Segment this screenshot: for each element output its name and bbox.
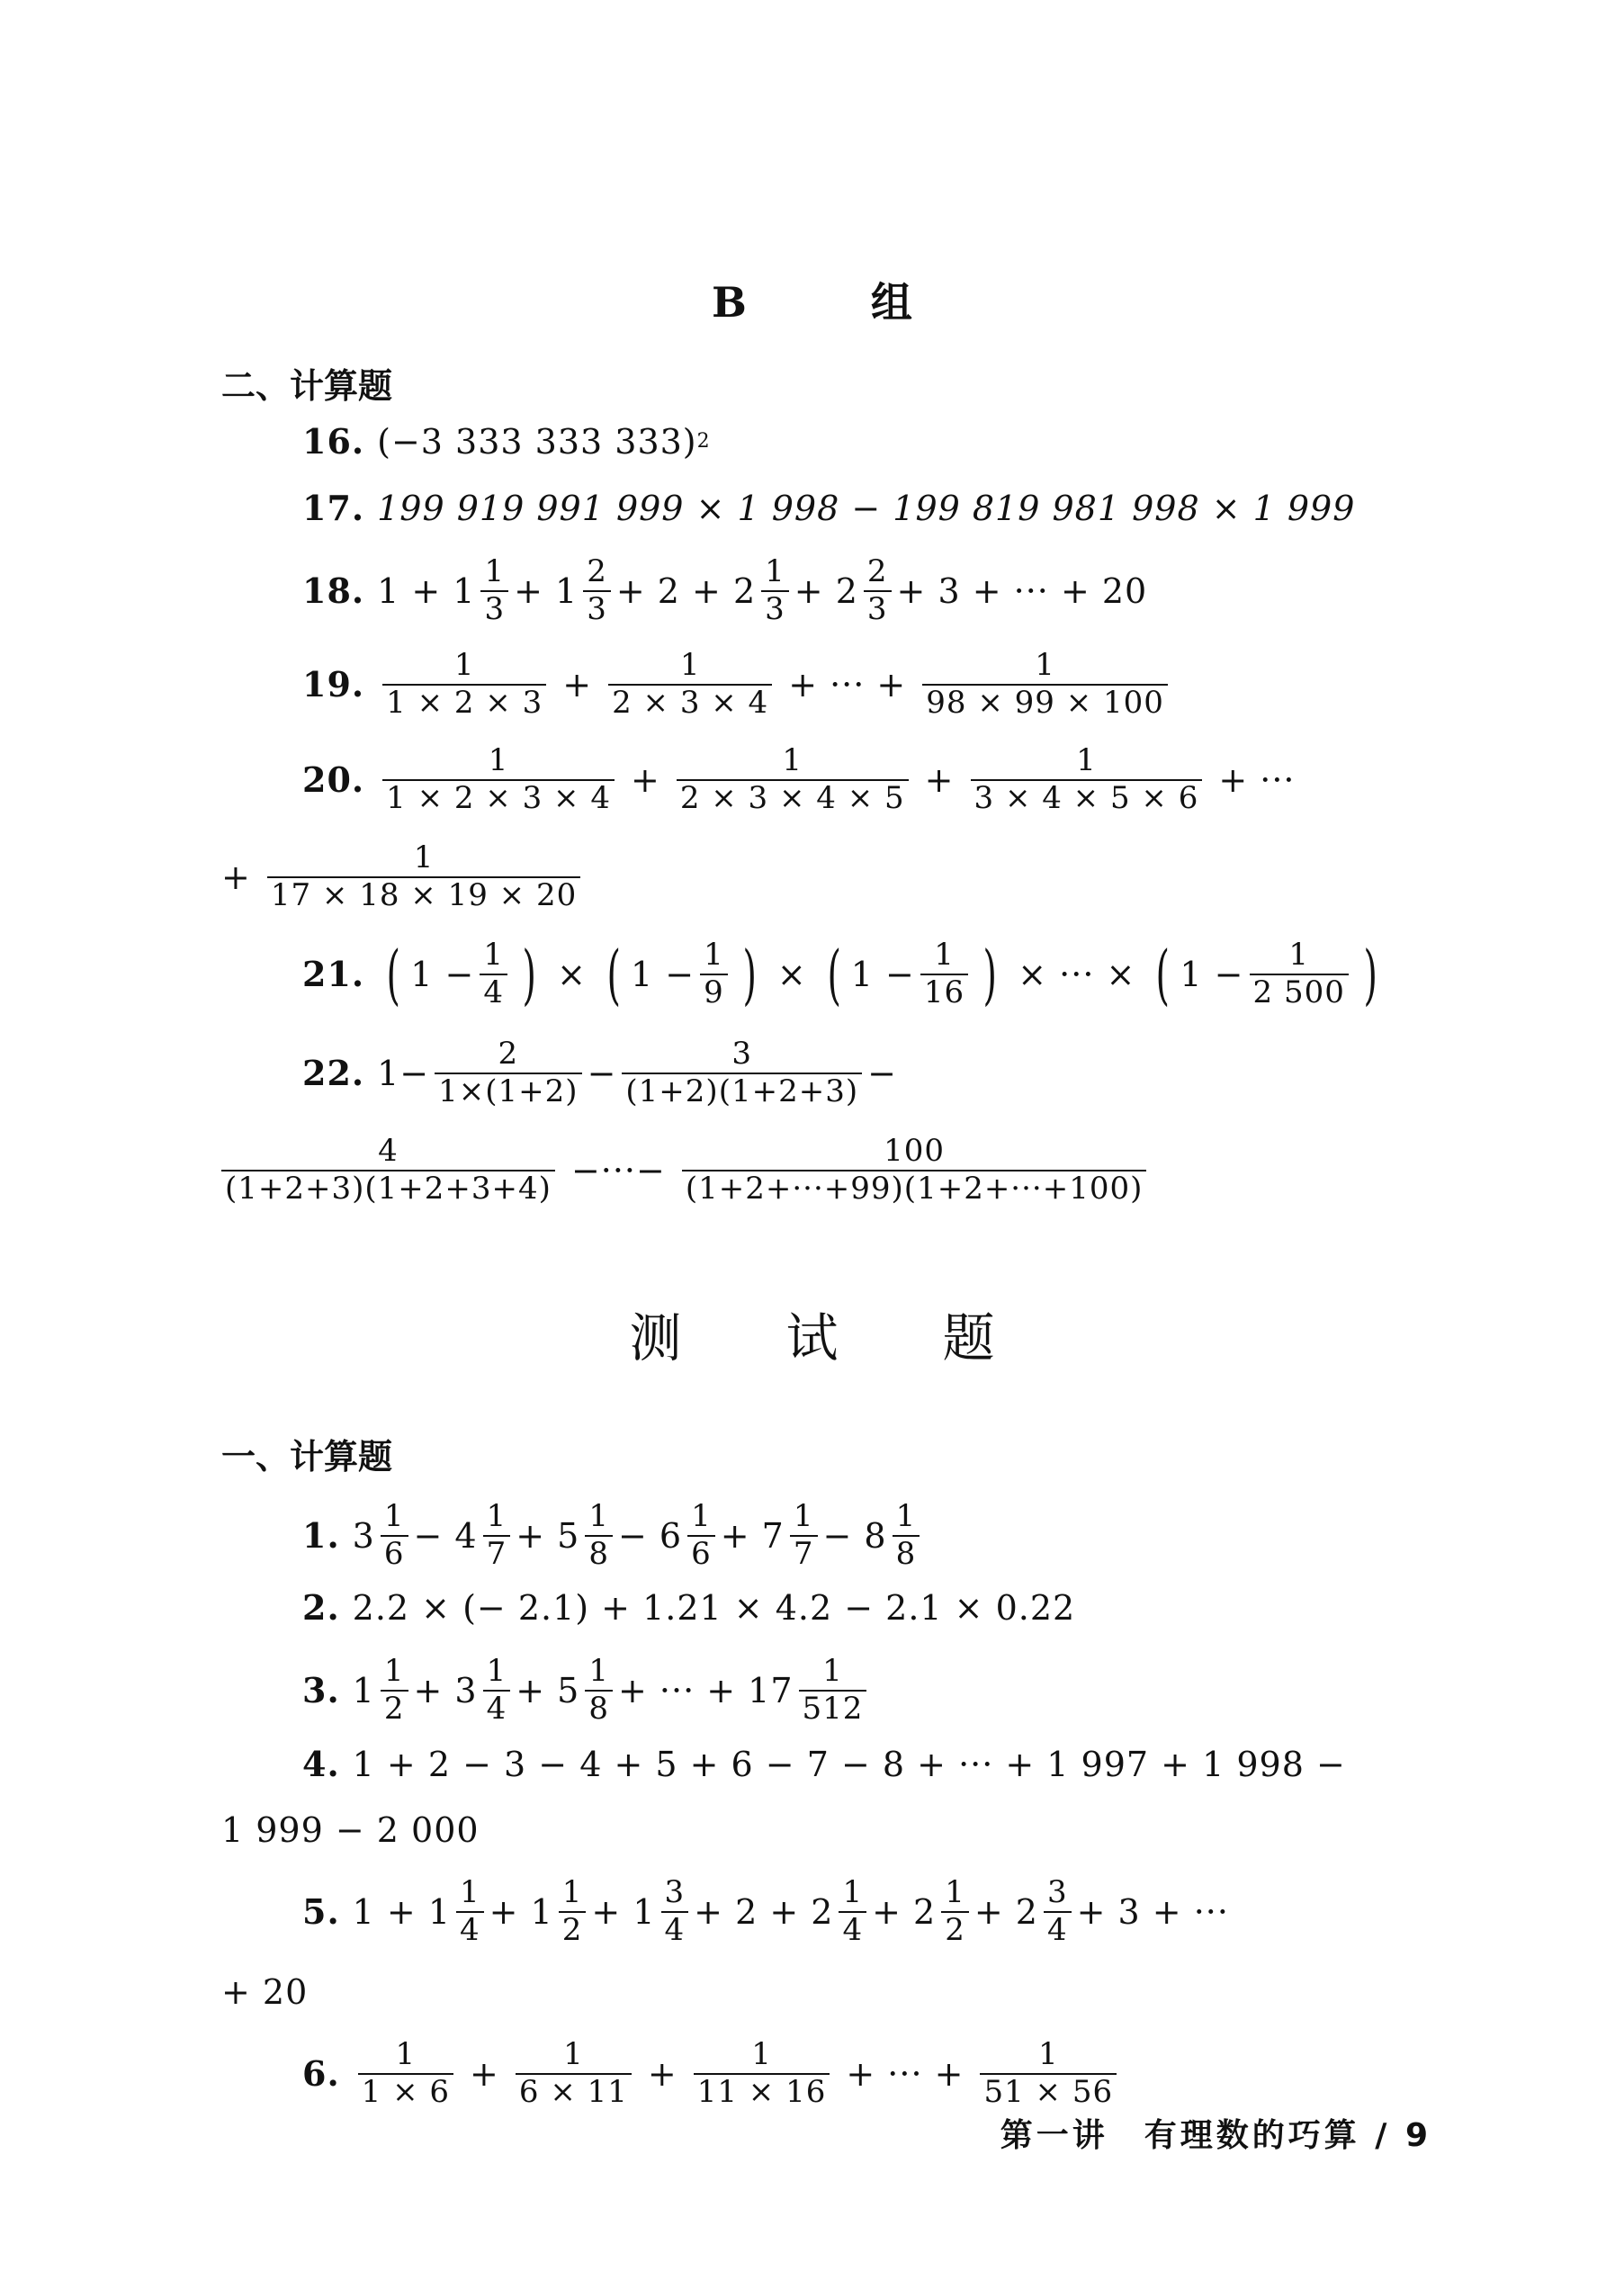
fraction: $\frac{1}{6}$ <box>687 1501 715 1570</box>
fraction: $\frac{2}{3}$ <box>583 556 611 625</box>
fraction: $\frac{1}{16}$ <box>920 939 968 1009</box>
problem-number: 5. <box>302 1891 340 1933</box>
fraction: $\frac{1}{3}$ <box>480 556 508 625</box>
problem-number: 19. <box>302 664 365 705</box>
expression: 2.2 × (− 2.1) + 1.21 × 4.2 − 2.1 × 0.22 <box>352 1587 1076 1628</box>
problem-2 <box>302 1587 1075 1628</box>
section-label-calc-2: 二、计算题 <box>221 366 393 406</box>
operator: × ··· × <box>1018 954 1136 994</box>
term: 1 + 1 <box>352 1891 452 1932</box>
problem-5-continuation <box>221 1972 308 2012</box>
fraction: $\frac{2}{3}$ <box>864 556 892 625</box>
left-paren: ( <box>386 936 401 1012</box>
fraction: $\frac{1}{4}$ <box>480 939 507 1009</box>
operator: + ··· <box>1218 759 1296 800</box>
term: − 4 <box>413 1515 478 1556</box>
problem-number: 20. <box>302 759 365 801</box>
fraction: $\frac{100}{(1+2+\cdot\cdot\cdot+99)(1+2+\cdot\cdot\cdot+100)}$ <box>682 1136 1147 1205</box>
term: + 1 <box>489 1891 553 1932</box>
page-footer: 第一讲 有理数的巧算 / 9 <box>1000 2117 1431 2154</box>
problem-number: 1. <box>302 1515 340 1557</box>
operator: + <box>647 2053 677 2094</box>
left-paren: ( <box>606 936 622 1012</box>
operator: + <box>221 857 251 897</box>
fraction: $\frac{1}{3 \times 4 \times 5 \times 6}$ <box>971 745 1203 814</box>
term: 1 <box>352 1670 375 1710</box>
problem-16 <box>302 421 711 462</box>
term: + 5 <box>516 1515 580 1556</box>
term: − 6 <box>618 1515 683 1556</box>
problem-18 <box>302 553 1148 627</box>
fraction: $\frac{4}{(1+2+3)(1+2+3+4)}$ <box>221 1136 555 1205</box>
fraction: $\frac{2}{1\times(1+2)}$ <box>435 1038 581 1108</box>
fraction: $\frac{1}{9}$ <box>700 939 728 1009</box>
exponent: 2 <box>696 430 711 453</box>
section-label-calc-1: 一、计算题 <box>221 1437 393 1477</box>
fraction: $\frac{1}{6}$ <box>381 1501 408 1570</box>
fraction: $\frac{1}{1 \times 2 \times 3 \times 4}$ <box>382 745 615 814</box>
right-paren: ) <box>742 936 758 1012</box>
fraction: $\frac{1}{51 \times 56}$ <box>980 2039 1117 2108</box>
problem-number: 22. <box>302 1053 365 1094</box>
problem-number: 18. <box>302 570 365 612</box>
problem-number: 17. <box>302 488 365 528</box>
operator: + <box>470 2053 499 2094</box>
term: 3 <box>352 1515 375 1556</box>
fraction: $\frac{1}{17 \times 18 \times 19 \times 20}$ <box>267 842 580 911</box>
fraction: $\frac{1}{8}$ <box>893 1501 920 1570</box>
fraction: $\frac{1}{3}$ <box>761 556 789 625</box>
fraction: $\frac{1}{2}$ <box>941 1877 969 1946</box>
left-paren: ( <box>1155 936 1171 1012</box>
problem-number: 16. <box>302 421 365 462</box>
group-b-heading: B 组 <box>712 278 912 327</box>
problem-number: 3. <box>302 1670 340 1711</box>
term: 1 + 1 <box>377 570 476 611</box>
term: + 3 + ··· <box>1076 1891 1229 1932</box>
fraction: $\frac{1}{7}$ <box>790 1501 818 1570</box>
operator: − <box>867 1053 897 1093</box>
problem-1 <box>302 1498 925 1572</box>
term: + 2 <box>794 570 858 611</box>
problem-17 <box>302 488 1355 528</box>
expression: 1 + 2 − 3 − 4 + 5 + 6 − 7 − 8 + ··· + 1 997 + 1 998 − <box>352 1744 1346 1784</box>
fraction: $\frac{1}{4}$ <box>483 1656 511 1725</box>
problem-number: 21. <box>302 954 365 995</box>
problem-4-continuation <box>221 1810 480 1850</box>
left-paren: ( <box>827 936 842 1012</box>
operator: × <box>776 954 807 994</box>
fraction: $\frac{1}{98 \times 99 \times 100}$ <box>922 650 1168 719</box>
problem-20 <box>302 742 1306 816</box>
operator: + <box>562 664 593 705</box>
expression: 1 999 − 2 000 <box>221 1810 480 1850</box>
fraction: $\frac{1}{4}$ <box>839 1877 866 1946</box>
fraction: $\frac{1}{1 \times 2 \times 3}$ <box>382 650 546 719</box>
problem-4 <box>302 1744 1346 1784</box>
operator: + <box>630 759 660 800</box>
fraction: $\frac{1}{2 \times 3 \times 4}$ <box>608 650 772 719</box>
problem-22 <box>302 1038 897 1108</box>
expression: 199 919 991 999 × 1 998 − 199 819 981 998 × 1 999 <box>377 488 1356 528</box>
problem-5 <box>302 1874 1229 1948</box>
term: + 5 <box>516 1670 580 1710</box>
problem-number: 4. <box>302 1744 340 1784</box>
problem-number: 6. <box>302 2053 340 2095</box>
fraction: $\frac{3}{4}$ <box>1044 1877 1072 1946</box>
term: 1− <box>377 1053 430 1093</box>
term: + 2 + 2 <box>694 1891 834 1932</box>
right-paren: ) <box>522 936 537 1012</box>
problem-6 <box>302 2036 1122 2110</box>
fraction: $\frac{1}{8}$ <box>585 1656 613 1725</box>
right-paren: ) <box>982 936 998 1012</box>
term: + 7 <box>720 1515 785 1556</box>
problem-20-continuation <box>221 839 586 913</box>
right-paren: ) <box>1363 936 1378 1012</box>
fraction: $\frac{3}{4}$ <box>661 1877 689 1946</box>
fraction: $\frac{1}{2 500}$ <box>1250 939 1349 1009</box>
fraction: $\frac{1}{512}$ <box>799 1656 867 1725</box>
operator: + ··· + <box>846 2053 965 2094</box>
operator: + ··· + <box>788 664 907 705</box>
test-heading: 测 试 题 <box>629 1307 995 1369</box>
fraction: $\frac{1}{2}$ <box>381 1656 408 1725</box>
fraction: $\frac{1}{4}$ <box>456 1877 484 1946</box>
fraction: $\frac{1}{8}$ <box>585 1501 613 1570</box>
term: + 2 + 2 <box>615 570 757 611</box>
term: + ··· + 17 <box>618 1670 794 1710</box>
term: + 3 + ··· + 20 <box>896 570 1148 611</box>
fraction: $\frac{1}{2}$ <box>559 1877 587 1946</box>
term: + 1 <box>514 570 579 611</box>
problem-21: 21. ( 1 − $\frac{1}{4}$ ) × ( 1 − $\frac{1}{9}$ ) × ( 1 − $\frac{1}{16}$ ) × ··· × ( 1 − $\frac{1}{2 500}$ ) <box>302 936 1378 1012</box>
operator: − <box>587 1053 617 1093</box>
fraction: $\frac{1}{1 \times 6}$ <box>358 2039 453 2108</box>
fraction: $\frac{1}{6 \times 11}$ <box>516 2039 632 2108</box>
term: + 1 <box>591 1891 656 1932</box>
fraction: $\frac{3}{(1+2)(1+2+3)}$ <box>622 1038 862 1108</box>
problem-19 <box>302 647 1173 721</box>
fraction: $\frac{1}{11 \times 16}$ <box>694 2039 830 2108</box>
term: + 3 <box>413 1670 478 1710</box>
problem-3 <box>302 1653 872 1727</box>
expression: + 20 <box>221 1972 309 2012</box>
problem-22-continuation <box>221 1133 1152 1207</box>
term: − 8 <box>822 1515 887 1556</box>
fraction: $\frac{1}{7}$ <box>483 1501 511 1570</box>
problem-number: 2. <box>302 1587 340 1628</box>
operator: −···− <box>570 1150 666 1190</box>
operator: + <box>924 759 955 800</box>
term: + 2 <box>872 1891 937 1932</box>
operator: × <box>557 954 587 994</box>
fraction: $\frac{1}{2 \times 3 \times 4 \times 5}$ <box>677 745 909 814</box>
term: + 2 <box>974 1891 1038 1932</box>
expression: (−3 333 333 333) <box>377 421 697 462</box>
